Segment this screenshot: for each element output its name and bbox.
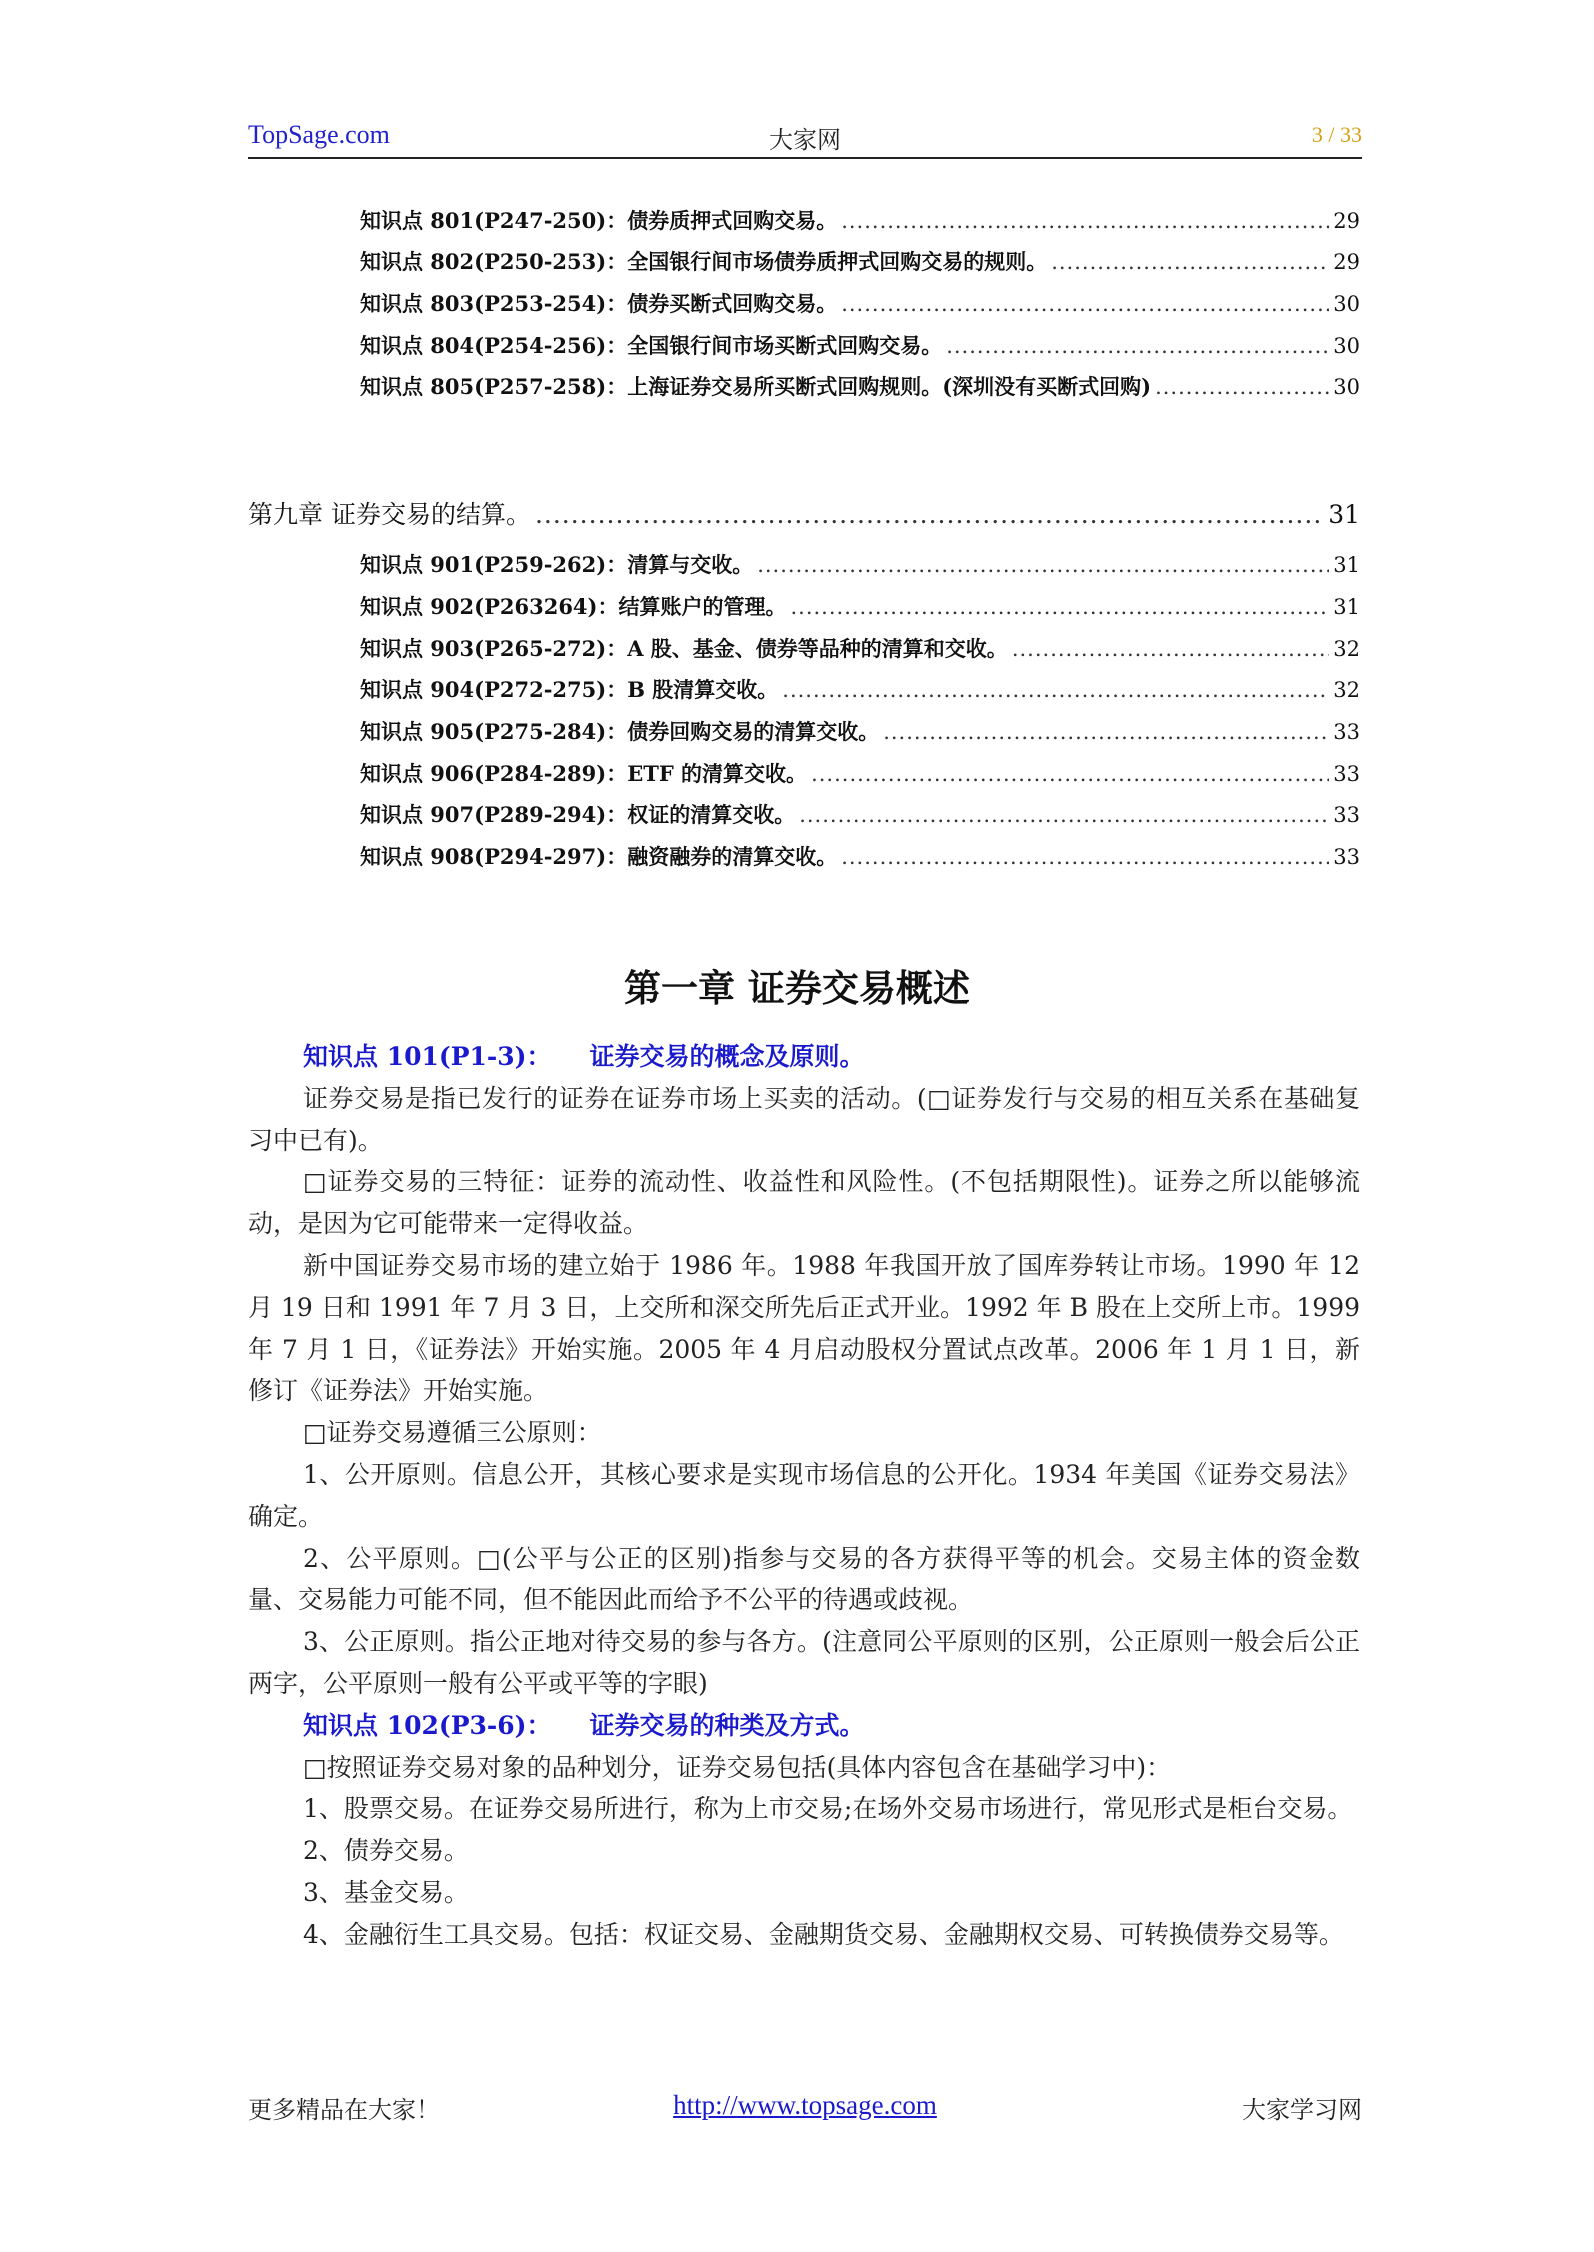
toc-entry[interactable] bbox=[360, 674, 1360, 708]
paragraph: 1、公开原则。信息公开，其核心要求是实现市场信息的公开化。1934 年美国《证券交易法》确定。 bbox=[248, 1459, 1360, 1531]
toc-entry[interactable] bbox=[360, 330, 1360, 364]
toc-entry[interactable] bbox=[360, 591, 1360, 625]
toc-leader-dots bbox=[1155, 375, 1329, 399]
toc-entry-page: 33 bbox=[1333, 803, 1360, 827]
toc-leader-dots bbox=[799, 803, 1329, 827]
footer-right-text: 大家学习网 bbox=[1242, 2096, 1362, 2124]
toc-leader-dots bbox=[811, 762, 1329, 786]
toc-entry[interactable] bbox=[360, 246, 1360, 280]
page-indicator: 3 / 33 bbox=[1311, 122, 1362, 147]
chapter-title: 第一章 证券交易概述 bbox=[624, 967, 970, 1010]
toc-entry-page: 33 bbox=[1333, 845, 1360, 869]
knowledge-point-heading bbox=[248, 1705, 1360, 1747]
toc-chapter-entry[interactable] bbox=[248, 495, 1360, 529]
paragraph: 2、公平原则。□(公平与公正的区别)指参与交易的各方获得平等的机会。交易主体的资金数量、交易能力可能不同，但不能因此而给予不公平的待遇或歧视。 bbox=[248, 1543, 1360, 1615]
paragraph: 3、公正原则。指公正地对待交易的参与各方。(注意同公平原则的区别，公正原则一般会后公正两字，公平原则一般有公平或平等的字眼) bbox=[248, 1627, 1360, 1698]
toc-entry-page: 32 bbox=[1333, 678, 1360, 702]
paragraph: □证券交易的三特征：证券的流动性、收益性和风险性。(不包括期限性)。证券之所以能够流动，是因为它可能带来一定得收益。 bbox=[248, 1167, 1360, 1239]
toc-leader-dots bbox=[841, 209, 1329, 233]
toc-entry[interactable] bbox=[360, 633, 1360, 667]
toc-leader-dots bbox=[790, 595, 1329, 619]
chapter-body bbox=[248, 1036, 1360, 1956]
toc-entry-label: 知识点 803(P253-254)：债券买断式回购交易。 bbox=[360, 291, 838, 316]
knowledge-point-heading bbox=[248, 1036, 1360, 1078]
paragraph: 3、基金交易。 bbox=[303, 1877, 469, 1907]
footer-link[interactable]: http://www.topsage.com bbox=[673, 2090, 937, 2120]
toc-chapter-page: 31 bbox=[1328, 500, 1360, 529]
toc-entry[interactable] bbox=[360, 371, 1360, 405]
paragraph: 新中国证券交易市场的建立始于 1986 年。1988 年我国开放了国库券转让市场。1990 年 12 月 19 日和 1991 年 7 月 3 日，上交所和深交所先后正式开业。1992 年 B 股在上交所上市。1999 年 7 月 1 日，《证券法》开始实施。2005 年 4 月启动股权分置试点改革。2006 年 1 月 1 日，新修订《证券法》开始实施。 bbox=[248, 1250, 1360, 1406]
toc-entry[interactable] bbox=[360, 841, 1360, 875]
toc-entry-label: 知识点 903(P265-272)：A 股、基金、债券等品种的清算和交收。 bbox=[360, 636, 1008, 661]
page-header bbox=[248, 118, 1362, 160]
knowledge-point-code: 知识点 102(P3-6)： bbox=[303, 1710, 552, 1740]
toc-entry-label: 知识点 902(P263264)：结算账户的管理。 bbox=[360, 594, 787, 619]
header-divider bbox=[248, 157, 1362, 159]
paragraph: 证券交易是指已发行的证券在证券市场上买卖的活动。(□证券发行与交易的相互关系在基础复习中已有)。 bbox=[248, 1083, 1360, 1155]
toc-entry[interactable] bbox=[360, 758, 1360, 792]
footer-left-text: 更多精品在大家！ bbox=[248, 2096, 440, 2124]
toc-entry-label: 知识点 805(P257-258)：上海证券交易所买断式回购规则。(深圳没有买断式回购) bbox=[360, 374, 1152, 399]
knowledge-point-code: 知识点 101(P1-3)： bbox=[303, 1042, 552, 1071]
toc-leader-dots bbox=[757, 553, 1329, 577]
paragraph: □按照证券交易对象的品种划分，证券交易包括(具体内容包含在基础学习中)： bbox=[303, 1752, 1172, 1782]
toc-entry-page: 30 bbox=[1333, 334, 1360, 358]
toc-leader-dots bbox=[841, 845, 1329, 869]
toc-entry-label: 知识点 801(P247-250)：债券质押式回购交易。 bbox=[360, 208, 838, 233]
toc-entry-page: 29 bbox=[1333, 250, 1360, 274]
header-site-name[interactable]: TopSage.com bbox=[248, 120, 390, 149]
paragraph: □证券交易遵循三公原则： bbox=[303, 1418, 602, 1448]
toc-entry[interactable] bbox=[360, 288, 1360, 322]
toc-entry-label: 知识点 802(P250-253)：全国银行间市场债券质押式回购交易的规则。 bbox=[360, 249, 1048, 274]
toc-entry-page: 30 bbox=[1333, 292, 1360, 316]
toc-entry[interactable] bbox=[360, 205, 1360, 239]
toc-leader-dots bbox=[883, 720, 1329, 744]
toc-entry-page: 33 bbox=[1333, 762, 1360, 786]
toc-chapter-label: 第九章 证券交易的结算。 bbox=[248, 500, 531, 529]
knowledge-point-title: 证券交易的概念及原则。 bbox=[589, 1042, 865, 1071]
paragraph: 2、债券交易。 bbox=[303, 1836, 469, 1866]
toc-leader-dots bbox=[1051, 250, 1329, 274]
toc-leader-dots bbox=[1012, 637, 1329, 661]
page-footer bbox=[248, 2090, 1362, 2130]
header-center-title: 大家网 bbox=[769, 126, 841, 154]
toc-entry-page: 33 bbox=[1333, 720, 1360, 744]
toc-entry[interactable] bbox=[360, 799, 1360, 833]
toc-entry-page: 31 bbox=[1333, 553, 1360, 577]
toc-entry-page: 29 bbox=[1333, 209, 1360, 233]
toc-entry-label: 知识点 904(P272-275)：B 股清算交收。 bbox=[360, 677, 779, 702]
toc-entry[interactable] bbox=[360, 549, 1360, 583]
toc-leader-dots bbox=[841, 292, 1329, 316]
toc-entry[interactable] bbox=[360, 716, 1360, 750]
toc-entry-page: 31 bbox=[1333, 595, 1360, 619]
toc-entry-label: 知识点 901(P259-262)：清算与交收。 bbox=[360, 552, 754, 577]
toc-entry-label: 知识点 907(P289-294)：权证的清算交收。 bbox=[360, 802, 796, 827]
toc-entry-label: 知识点 804(P254-256)：全国银行间市场买断式回购交易。 bbox=[360, 333, 943, 358]
toc-entry-page: 30 bbox=[1333, 375, 1360, 399]
toc-entry-page: 32 bbox=[1333, 637, 1360, 661]
toc-leader-dots bbox=[782, 678, 1329, 702]
toc-entry-label: 知识点 906(P284-289)：ETF 的清算交收。 bbox=[360, 761, 808, 786]
paragraph: 1、股票交易。在证券交易所进行，称为上市交易;在场外交易市场进行，常见形式是柜台交易。 bbox=[303, 1794, 1353, 1824]
toc-entry-label: 知识点 905(P275-284)：债券回购交易的清算交收。 bbox=[360, 719, 880, 744]
toc-entry-label: 知识点 908(P294-297)：融资融券的清算交收。 bbox=[360, 844, 838, 869]
paragraph: 4、金融衍生工具交易。包括：权证交易、金融期货交易、金融期权交易、可转换债券交易等。 bbox=[303, 1919, 1344, 1949]
toc-leader-dots bbox=[535, 500, 1324, 529]
knowledge-point-title: 证券交易的种类及方式。 bbox=[589, 1710, 865, 1740]
toc-leader-dots bbox=[946, 334, 1329, 358]
